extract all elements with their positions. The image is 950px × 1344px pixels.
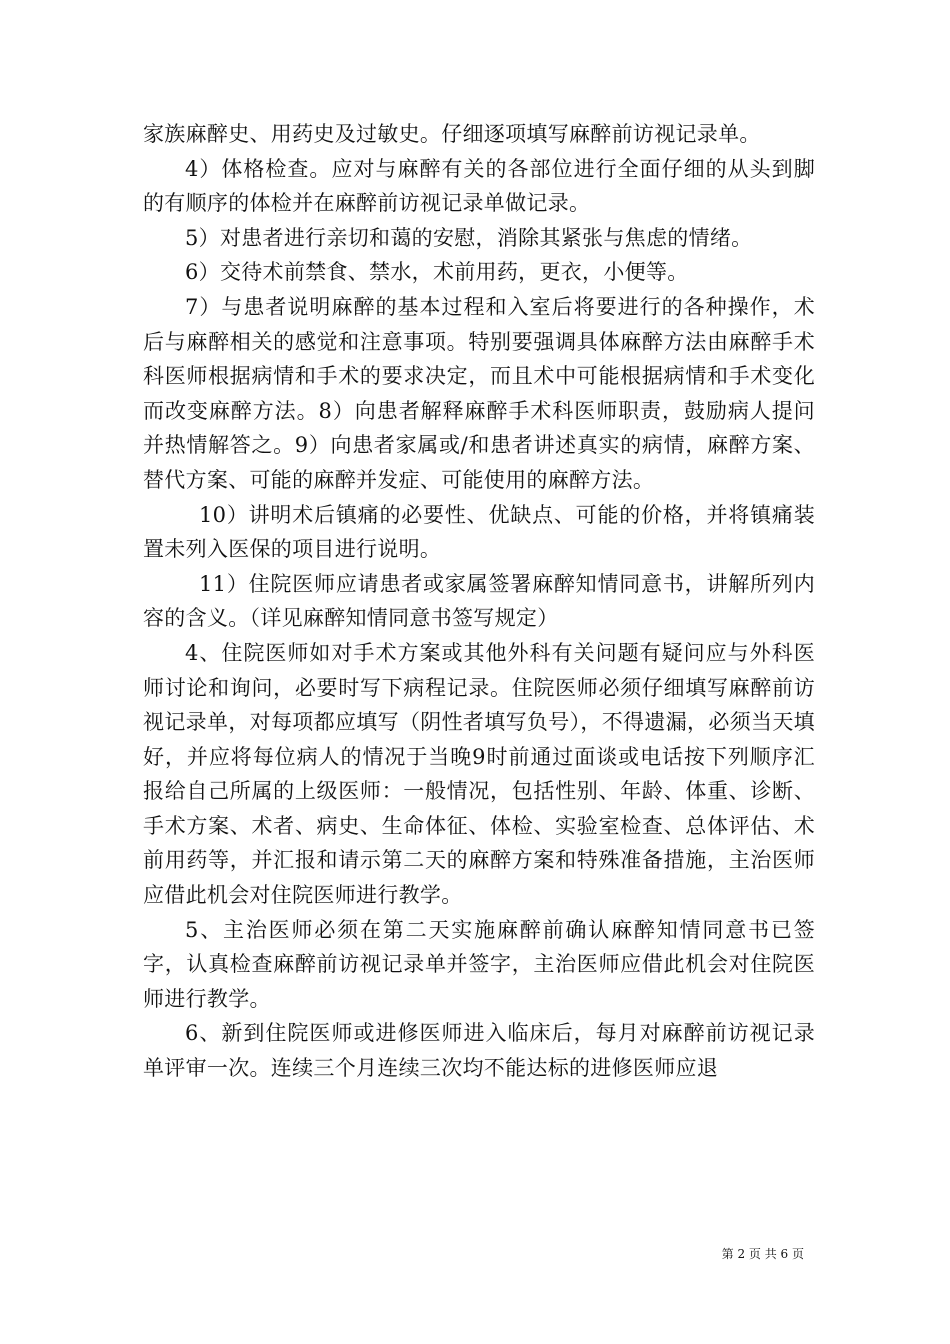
paragraph-item-5: 5）对患者进行亲切和蔼的安慰，消除其紧张与焦虑的情绪。	[185, 225, 753, 250]
page-number: 第 2 页 共 6 页	[721, 1247, 804, 1261]
paragraph-item-6: 6）交待术前禁食、禁水，术前用药，更衣，小便等。	[185, 260, 689, 285]
paragraph-item-10: 10）讲明术后镇痛的必要性、优缺点、可能的价格，并将镇痛装置未列入医保的项目进行说明。	[143, 502, 815, 562]
paragraph-continued: 家族麻醉史、用药史及过敏史。仔细逐项填写麻醉前访视记录单。	[143, 122, 761, 146]
paragraph-item-11: 11）住院医师应请患者或家属签署麻醉知情同意书，讲解所列内容的含义。（详见麻醉知情同意书签写规定）	[143, 571, 815, 631]
paragraph-item-4: 4）体格检查。应对与麻醉有关的各部位进行全面仔细的从头到脚的有顺序的体检并在麻醉前访视记录单做记录。	[143, 156, 815, 216]
paragraph-section-6: 6、新到住院医师或进修医师进入临床后，每月对麻醉前访视记录单评审一次。连续三个月连续三次均不能达标的进修医师应退	[143, 1021, 815, 1081]
paragraph-item-7: 7）与患者说明麻醉的基本过程和入室后将要进行的各种操作，术后与麻醉相关的感觉和注意事项。特别要强调具体麻醉方法由麻醉手术科医师根据病情和手术的要求决定，而且术中可能根据病情和手术变化而改变麻醉方法。8）向患者解释麻醉手术科医师职责，鼓励病人提问并热情解答之。9）向患者家属或/和患者讲述真实的病情，麻醉方案、替代方案、可能的麻醉并发症、可能使用的麻醉方法。	[143, 294, 815, 492]
paragraph-section-4: 4、住院医师如对手术方案或其他外科有关问题有疑问应与外科医师讨论和询问，必要时写下病程记录。住院医师必须仔细填写麻醉前访视记录单，对每项都应填写（阴性者填写负号），不得遗漏，必须当天填好，并应将每位病人的情况于当晚9时前通过面谈或电话按下列顺序汇报给自己所属的上级医师：一般情况，包括性别、年龄、体重、诊断、手术方案、术者、病史、生命体征、体检、实验室检查、总体评估、术前用药等，并汇报和请示第二天的麻醉方案和特殊准备措施，主治医师应借此机会对住院医师进行教学。	[143, 640, 815, 908]
paragraph-section-5: 5、主治医师必须在第二天实施麻醉前确认麻醉知情同意书已签字，认真检查麻醉前访视记录单并签字，主治医师应借此机会对住院医师进行教学。	[143, 917, 815, 1011]
document-body	[143, 117, 815, 1086]
